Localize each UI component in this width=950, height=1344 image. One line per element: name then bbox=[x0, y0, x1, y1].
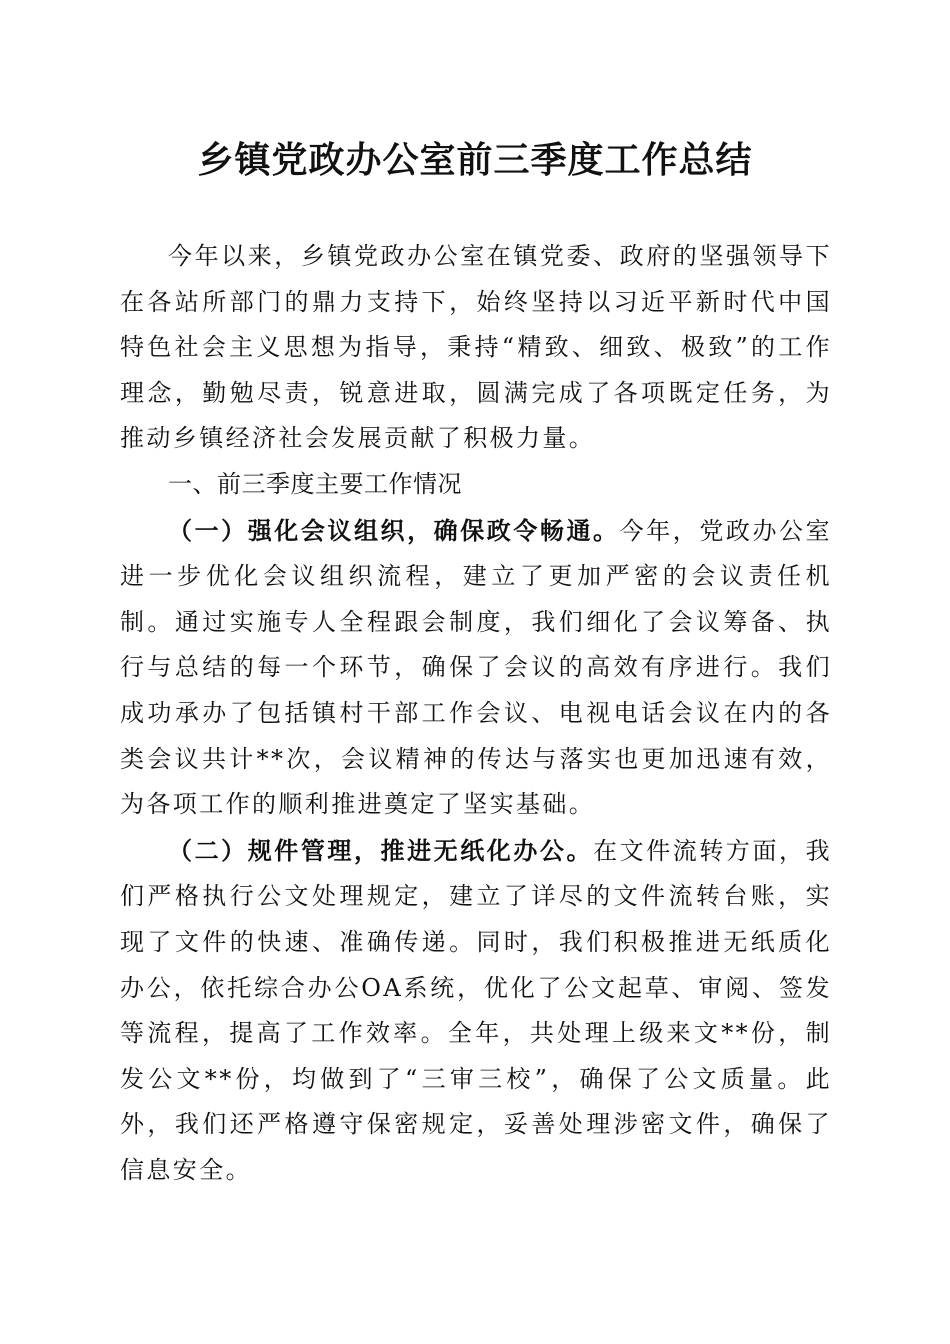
document-body bbox=[120, 234, 832, 1193]
paragraph-item-2 bbox=[120, 828, 832, 1194]
item-1-heading: （一）强化会议组织，确保政令畅通。 bbox=[168, 515, 620, 545]
item-2-heading: （二）规件管理，推进无纸化办公。 bbox=[168, 835, 594, 865]
intro-paragraph: 今年以来，乡镇党政办公室在镇党委、政府的坚强领导下在各站所部门的鼎力支持下，始终坚持以习近平新时代中国特色社会主义思想为指导，秉持“精致、细致、极致”的工作理念，勤勉尽责，锐意进取，圆满完成了各项既定任务，为推动乡镇经济社会发展贡献了积极力量。 bbox=[120, 242, 832, 453]
item-1-body: 今年，党政办公室进一步优化会议组织流程，建立了更加严密的会议责任机制。通过实施专人全程跟会制度，我们细化了会议筹备、执行与总结的每一个环节，确保了会议的高效有序进行。我们成功承办了包括镇村干部工作会议、电视电话会议在内的各类会议共计**次，会议精神的传达与落实也更加迅速有效，为各项工作的顺利推进奠定了坚实基础。 bbox=[120, 516, 832, 819]
document-title: 乡镇党政办公室前三季度工作总结 bbox=[197, 139, 753, 181]
item-2-body: 在文件流转方面，我们严格执行公文处理规定，建立了详尽的文件流转台账，实现了文件的快速、准确传递。同时，我们积极推进无纸质化办公，依托综合办公OA系统，优化了公文起草、审阅、签发等流程，提高了工作效率。全年，共处理上级来文**份，制发公文**份，均做到了“三审三校”，确保了公文质量。此外，我们还严格遵守保密规定，妥善处理涉密文件，确保了信息安全。 bbox=[120, 836, 832, 1184]
paragraph-item-1 bbox=[120, 508, 832, 828]
section-heading-1: 一、前三季度主要工作情况 bbox=[168, 469, 462, 498]
